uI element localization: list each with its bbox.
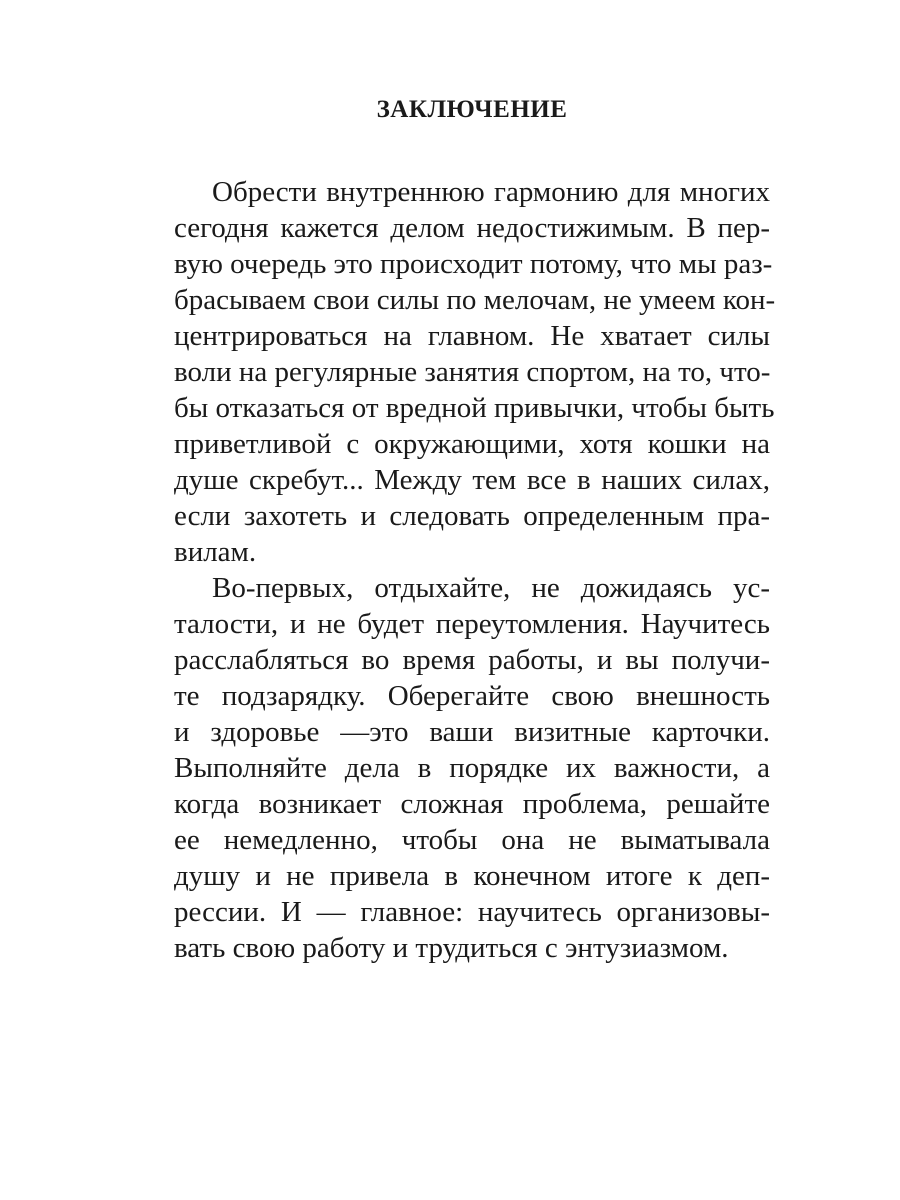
text-line: вилам. [174, 536, 257, 568]
chapter-body [174, 174, 776, 966]
paragraph-2 [174, 570, 770, 966]
text-line: и здоровье —это ваши визитные карточки. [174, 716, 770, 748]
text-line: если захотеть и следовать определенным пра- [174, 500, 770, 532]
text-line: Выполняйте дела в порядке их важности, а [174, 752, 770, 784]
text-line: воли на регулярные занятия спортом, на то, что- [174, 356, 771, 388]
text-line: Обрести внутреннюю гармонию для многих [212, 176, 770, 208]
text-line: расслабляться во время работы, и вы получи- [174, 644, 770, 676]
text-line: душе скребут... Между тем все в наших силах, [174, 464, 770, 496]
text-line: ее немедленно, чтобы она не выматывала [174, 824, 770, 856]
text-line: вую очередь это происходит потому, что мы раз- [174, 248, 773, 280]
book-page [174, 92, 776, 966]
text-line: сегодня кажется делом недостижимым. В пер- [174, 212, 770, 244]
text-line: талости, и не будет переутомления. Научитесь [174, 608, 770, 640]
text-line: центрироваться на главном. Не хватает силы [174, 320, 770, 352]
text-line: рессии. И — главное: научитесь организовы- [174, 896, 770, 928]
text-line: те подзарядку. Оберегайте свою внешность [174, 680, 770, 712]
text-line: Во-первых, отдыхайте, не дожидаясь ус- [212, 572, 770, 604]
text-line: приветливой с окружающими, хотя кошки на [174, 428, 770, 460]
text-line: брасываем свои силы по мелочам, не умеем кон- [174, 284, 776, 316]
text-line: душу и не привела в конечном итоге к деп- [174, 860, 770, 892]
text-line: вать свою работу и трудиться с энтузиазмом. [174, 932, 729, 964]
text-line: когда возникает сложная проблема, решайте [174, 788, 770, 820]
text-line: бы отказаться от вредной привычки, чтобы быть [174, 392, 775, 424]
chapter-title: ЗАКЛЮЧЕНИЕ [376, 96, 568, 123]
paragraph-1 [174, 174, 776, 570]
